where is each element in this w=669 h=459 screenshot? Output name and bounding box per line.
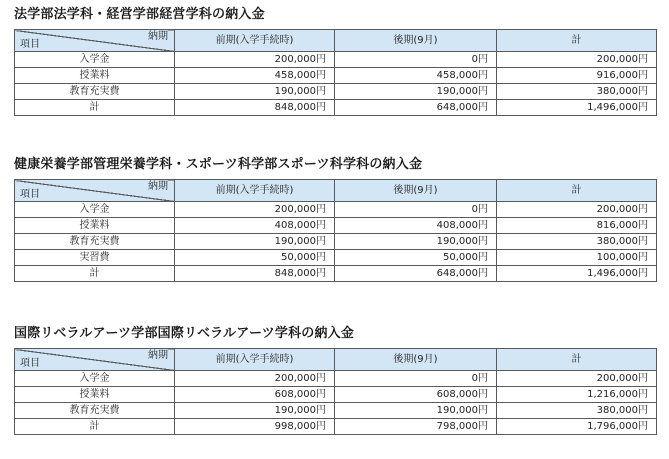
corner-label-payment-period: 納期 [148, 31, 168, 42]
column-header-second-term: 後期(9月) [335, 349, 497, 371]
first-term-cell: 190,000円 [175, 234, 335, 250]
second-term-cell: 408,000円 [335, 218, 497, 234]
fee-table [14, 348, 657, 435]
total-cell: 100,000円 [497, 250, 657, 266]
table-row [15, 218, 657, 234]
table-row [15, 387, 657, 403]
first-term-cell: 200,000円 [175, 371, 335, 387]
first-term-cell: 190,000円 [175, 84, 335, 100]
first-term-cell: 408,000円 [175, 218, 335, 234]
table-row [15, 266, 657, 282]
column-header-total: 計 [497, 30, 657, 52]
first-term-cell: 200,000円 [175, 202, 335, 218]
section-title: 法学部法学科・経営学部経営学科の納入金 [14, 7, 265, 22]
first-term-cell: 848,000円 [175, 266, 335, 282]
total-cell: 380,000円 [497, 403, 657, 419]
first-term-cell: 50,000円 [175, 250, 335, 266]
column-header-first-term: 前期(入学手続時) [175, 30, 335, 52]
item-cell: 授業料 [15, 218, 175, 234]
total-cell: 380,000円 [497, 234, 657, 250]
table-header-row [15, 180, 657, 202]
column-header-first-term: 前期(入学手続時) [175, 180, 335, 202]
table-row [15, 52, 657, 68]
second-term-cell: 190,000円 [335, 84, 497, 100]
first-term-cell: 848,000円 [175, 100, 335, 116]
first-term-cell: 608,000円 [175, 387, 335, 403]
table-row [15, 202, 657, 218]
corner-label-item: 項目 [20, 39, 40, 50]
item-cell: 計 [15, 100, 175, 116]
total-cell: 916,000円 [497, 68, 657, 84]
item-cell: 教育充実費 [15, 234, 175, 250]
total-cell: 1,496,000円 [497, 100, 657, 116]
fee-table [14, 29, 657, 116]
total-cell: 380,000円 [497, 84, 657, 100]
fee-table [14, 179, 657, 282]
item-cell: 入学金 [15, 202, 175, 218]
corner-header-cell [15, 30, 175, 52]
second-term-cell: 0円 [335, 202, 497, 218]
column-header-first-term: 前期(入学手続時) [175, 349, 335, 371]
table-row [15, 403, 657, 419]
first-term-cell: 200,000円 [175, 52, 335, 68]
column-header-total: 計 [497, 180, 657, 202]
total-cell: 1,496,000円 [497, 266, 657, 282]
table-row [15, 234, 657, 250]
corner-label-item: 項目 [20, 358, 40, 369]
item-cell: 計 [15, 266, 175, 282]
section-title: 健康栄養学部管理栄養学科・スポーツ科学部スポーツ科学科の納入金 [14, 157, 423, 172]
second-term-cell: 648,000円 [335, 266, 497, 282]
second-term-cell: 190,000円 [335, 234, 497, 250]
total-cell: 200,000円 [497, 52, 657, 68]
section-title: 国際リベラルアーツ学部国際リベラルアーツ学科の納入金 [14, 326, 355, 341]
item-cell: 教育充実費 [15, 84, 175, 100]
fee-section-law-business [14, 6, 656, 116]
corner-header-cell [15, 180, 175, 202]
second-term-cell: 50,000円 [335, 250, 497, 266]
fee-section-nutrition-sports [14, 156, 656, 282]
total-cell: 816,000円 [497, 218, 657, 234]
corner-header-cell [15, 349, 175, 371]
table-row [15, 250, 657, 266]
second-term-cell: 798,000円 [335, 419, 497, 435]
second-term-cell: 0円 [335, 52, 497, 68]
second-term-cell: 608,000円 [335, 387, 497, 403]
first-term-cell: 458,000円 [175, 68, 335, 84]
second-term-cell: 458,000円 [335, 68, 497, 84]
item-cell: 入学金 [15, 52, 175, 68]
table-row [15, 84, 657, 100]
fee-section-liberal-arts [14, 325, 656, 435]
second-term-cell: 648,000円 [335, 100, 497, 116]
column-header-second-term: 後期(9月) [335, 180, 497, 202]
item-cell: 入学金 [15, 371, 175, 387]
column-header-total: 計 [497, 349, 657, 371]
second-term-cell: 190,000円 [335, 403, 497, 419]
total-cell: 1,216,000円 [497, 387, 657, 403]
column-header-second-term: 後期(9月) [335, 30, 497, 52]
item-cell: 授業料 [15, 387, 175, 403]
first-term-cell: 190,000円 [175, 403, 335, 419]
total-cell: 200,000円 [497, 371, 657, 387]
item-cell: 授業料 [15, 68, 175, 84]
table-row [15, 419, 657, 435]
item-cell: 実習費 [15, 250, 175, 266]
corner-label-payment-period: 納期 [148, 181, 168, 192]
table-header-row [15, 349, 657, 371]
item-cell: 教育充実費 [15, 403, 175, 419]
total-cell: 1,796,000円 [497, 419, 657, 435]
item-cell: 計 [15, 419, 175, 435]
total-cell: 200,000円 [497, 202, 657, 218]
table-row [15, 68, 657, 84]
second-term-cell: 0円 [335, 371, 497, 387]
corner-label-item: 項目 [20, 189, 40, 200]
first-term-cell: 998,000円 [175, 419, 335, 435]
corner-label-payment-period: 納期 [148, 350, 168, 361]
table-row [15, 371, 657, 387]
table-header-row [15, 30, 657, 52]
table-row [15, 100, 657, 116]
